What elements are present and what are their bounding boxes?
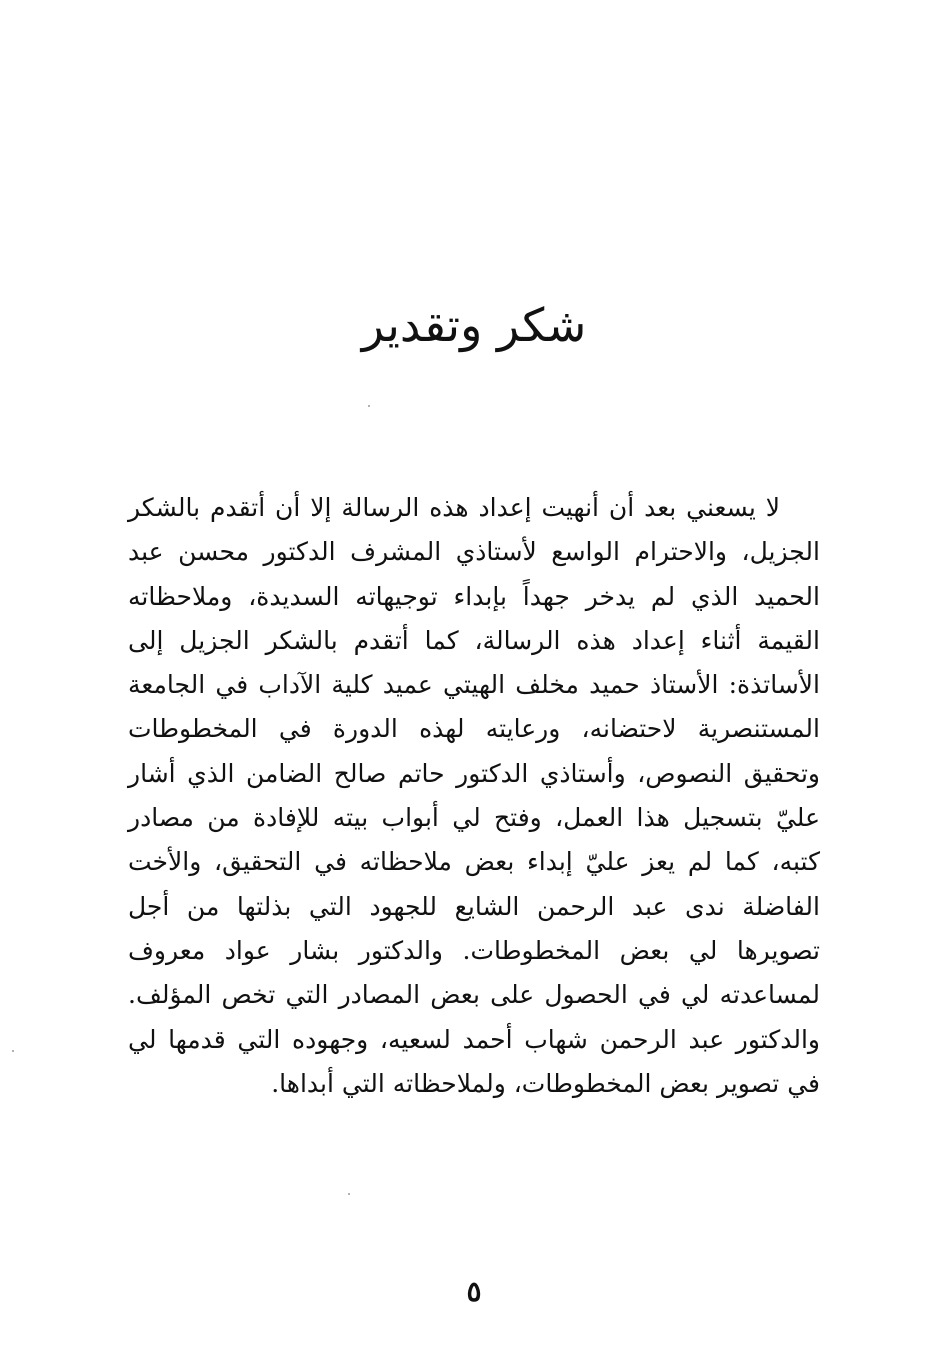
page-number: ٥ [466,1275,482,1308]
scan-speck [12,1050,14,1052]
scan-speck [368,405,370,407]
page-title: شكر وتقدير [361,297,587,352]
acknowledgement-paragraph: لا يسعني بعد أن أنهيت إعداد هذه الرسالة إلا أن أتقدم بالشكر الجزيل، والاحترام الواسع لأستاذي المشرف الدكتور محسن عبد الحميد الذي لم يدخر جهداً بإبداء توجيهاته السديدة، وملاحظاته القيمة أثناء إعداد هذه الرسالة، كما أتقدم بالشكر الجزيل إلى الأساتذة: الأستاذ حميد مخلف الهيتي عميد كلية الآداب في الجامعة المستنصرية لاحتضانه، ورعايته لهذه الدورة في المخطوطات وتحقيق النصوص، وأستاذي الدكتور حاتم صالح الضامن الذي أشار عليّ بتسجيل هذا العمل، وفتح لي أبواب بيته للإفادة من مصادر كتبه، كما لم يعز عليّ إبداء بعض ملاحظاته في التحقيق، والأخت الفاضلة ندى عبد الرحمن الشايع للجهود التي بذلتها من أجل تصويرها لي بعض المخطوطات. والدكتور بشار عواد معروف لمساعدته لي في الحصول على بعض المصادر التي تخص المؤلف. والدكتور عبد الرحمن شهاب أحمد لسعيه، وجهوده التي قدمها لي في تصوير بعض المخطوطات، ولملاحظاته التي أبداها. [128,493,820,1098]
scan-speck [348,1193,350,1195]
